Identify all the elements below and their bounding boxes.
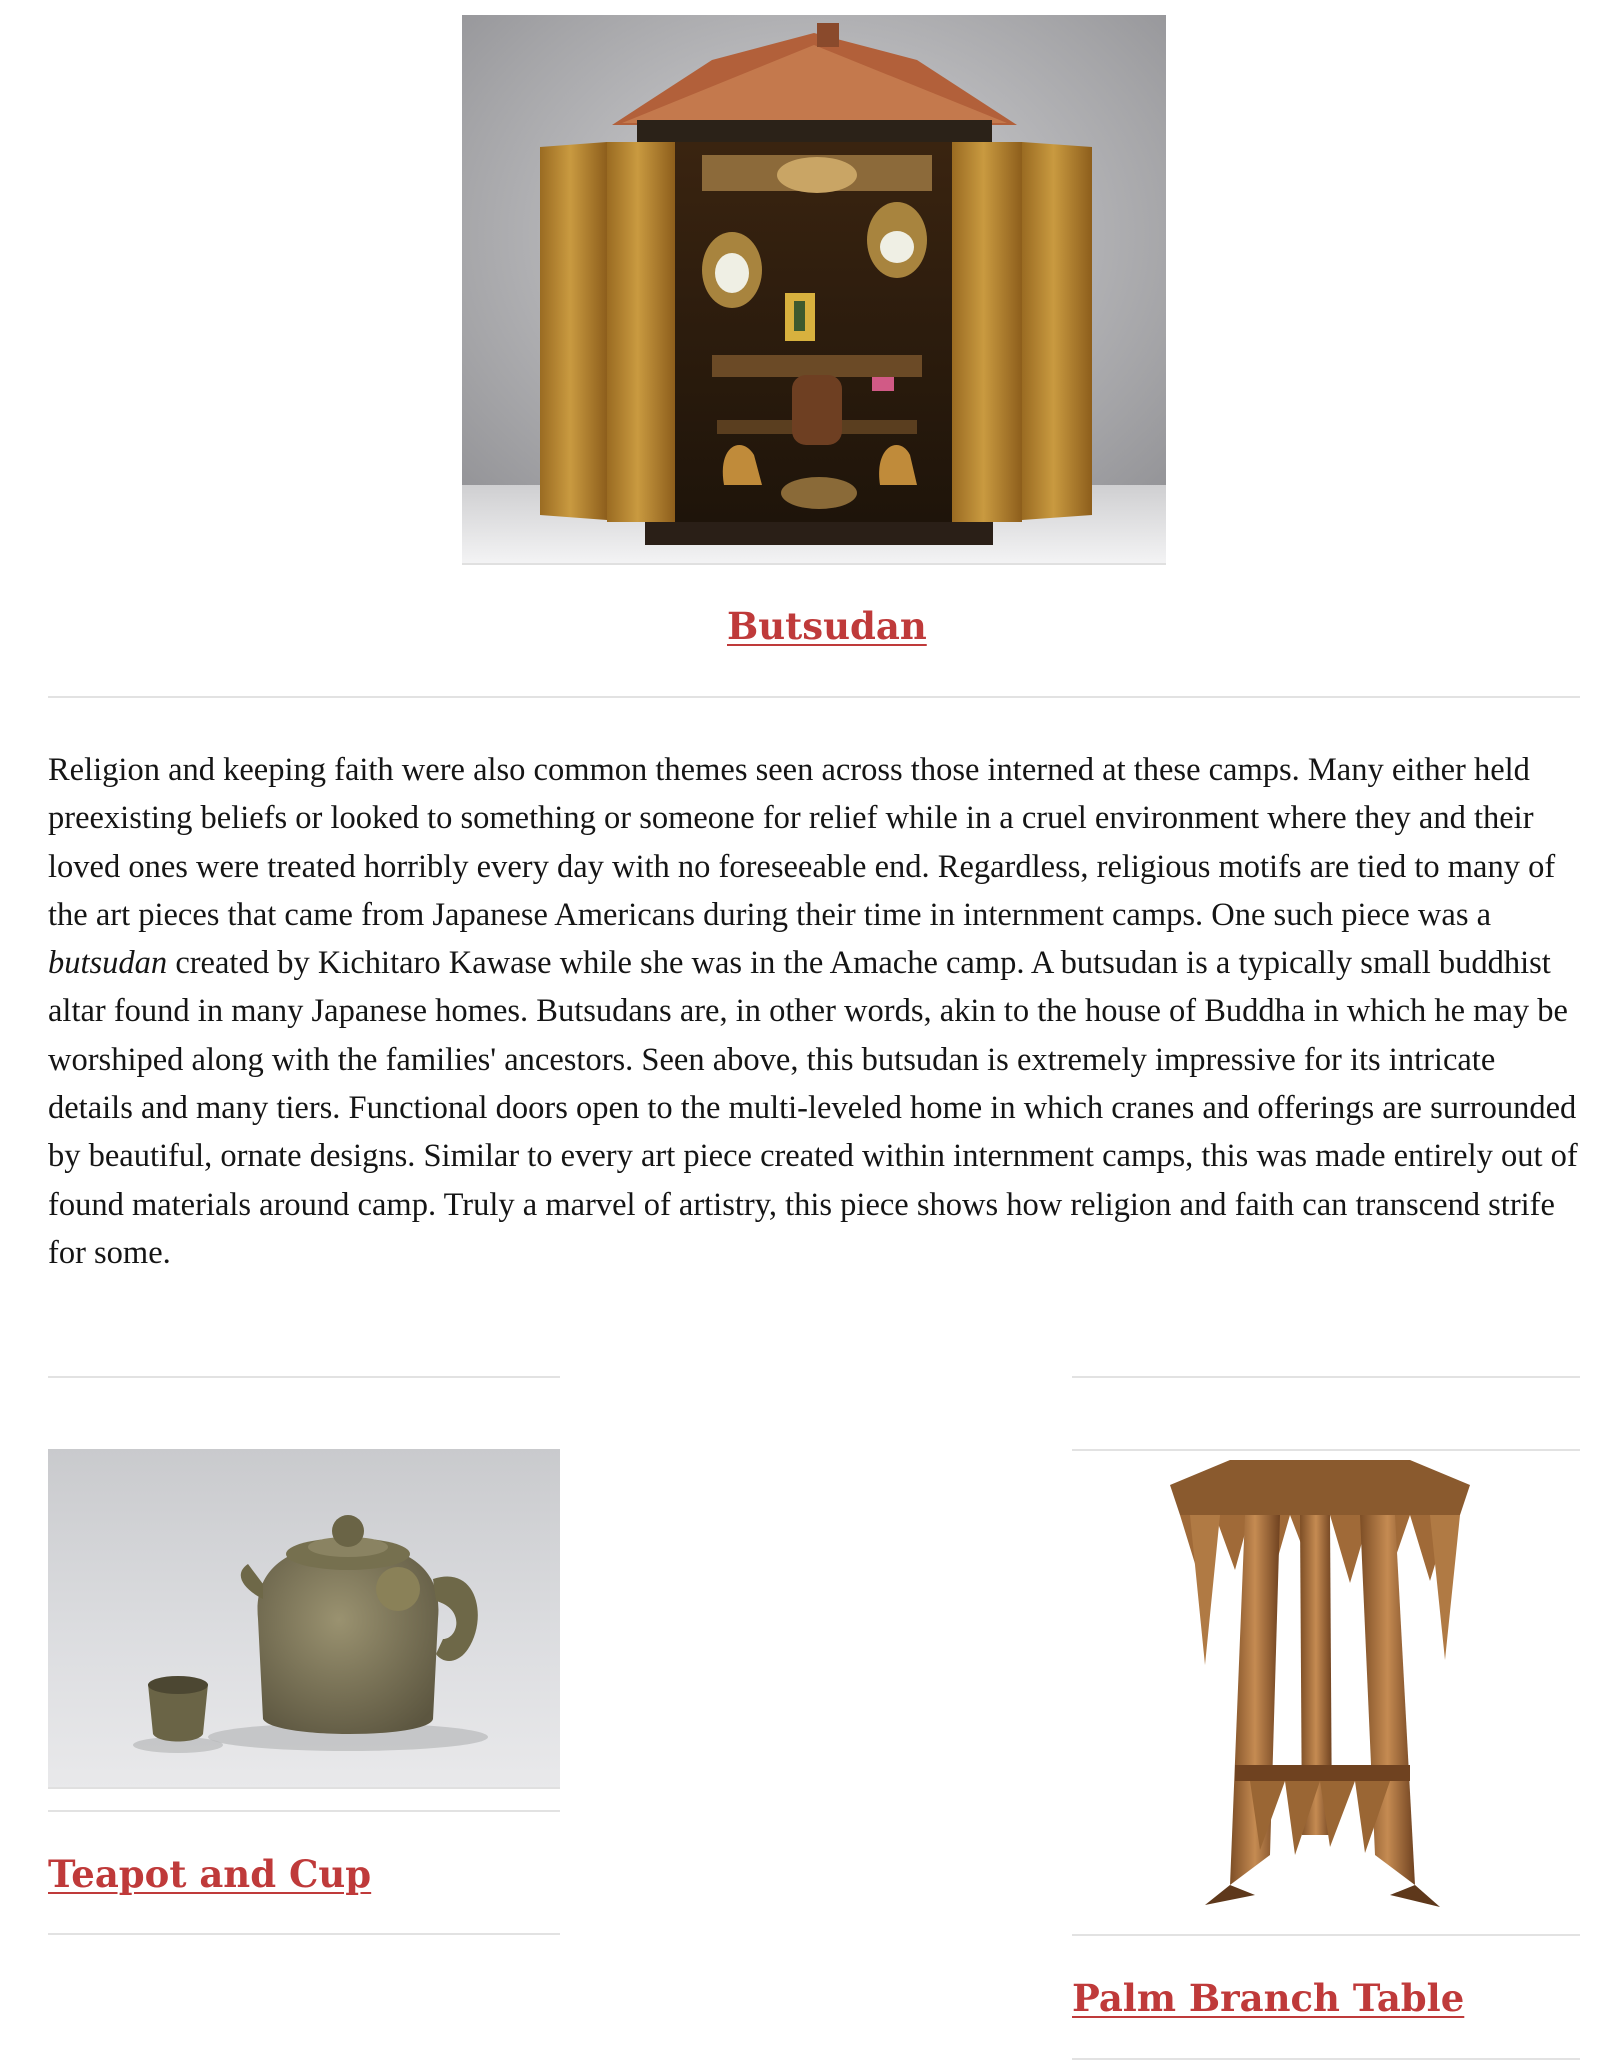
table-top-divider-1	[1072, 1376, 1580, 1378]
palm-branch-table-image[interactable]	[1160, 1455, 1480, 1915]
butsudan-caption-link[interactable]: Butsudan	[727, 604, 927, 648]
featured-divider	[48, 696, 1580, 698]
teapot-caption-top-divider	[48, 1810, 560, 1812]
palm-branch-table-caption-link[interactable]: Palm Branch Table	[1072, 1976, 1465, 2020]
teapot-top-divider	[48, 1376, 560, 1378]
table-caption-top-divider	[1072, 1934, 1580, 1936]
article-text-part-2: created by Kichitaro Kawase while she was in the Amache camp. A butsudan is a typically small buddhist altar found in many Japanese homes. Butsudans are, in other words, akin to the house of Buddha in which he may be worshiped along with the families' ancestors. Seen above, this butsudan is extremely impressive for its intricate details and many tiers. Functional doors open to the multi-leveled home in which cranes and offerings are surrounded by beautiful, ornate designs. Similar to every art piece created within internment camps, this was made entirely out of found materials around camp. Truly a marvel of artistry, this piece shows how religion and faith can transcend strife for some.	[48, 945, 1578, 1271]
teapot-bottom-divider	[48, 1933, 560, 1935]
article-italic-term: butsudan	[48, 945, 168, 982]
teapot-image[interactable]	[48, 1449, 560, 1789]
butsudan-image[interactable]	[462, 15, 1166, 565]
teapot-caption-link[interactable]: Teapot and Cup	[48, 1852, 372, 1896]
article-text-part-1: Religion and keeping faith were also common themes seen across those interned at these camps. Many either held preexisting beliefs or looked to something or someone for relief while in a cruel environment where they and their loved ones were treated horribly every day with no foreseeable end. Regardless, religious motifs are tied to many of the art pieces that came from Japanese Americans during their time in internment camps. One such piece was a	[48, 752, 1556, 933]
table-top-divider-2	[1072, 1449, 1580, 1451]
article-paragraph	[48, 746, 1588, 1277]
table-bottom-divider	[1072, 2058, 1580, 2060]
